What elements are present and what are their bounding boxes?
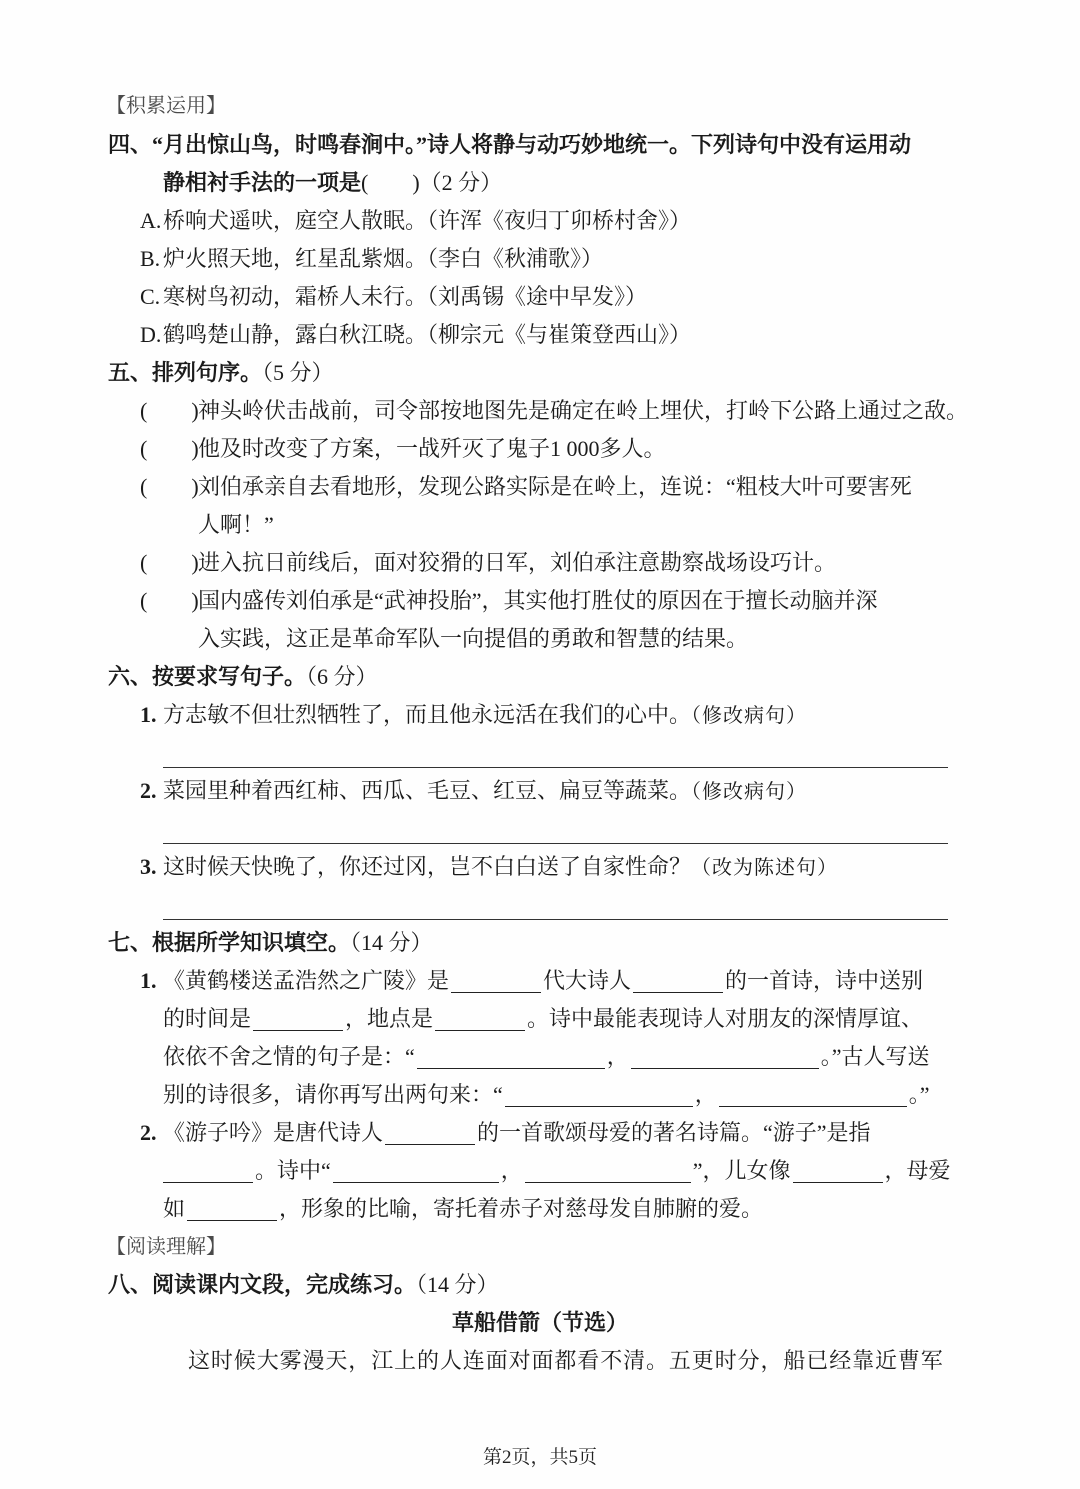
fill-blank xyxy=(253,1011,343,1031)
order-bracket: ( ) xyxy=(140,550,199,575)
option-source: （柳宗元《与崔策登西山》） xyxy=(427,322,692,347)
item-number: 1. xyxy=(140,968,157,993)
q6-answer-line-3 xyxy=(0,886,1080,924)
q4-option-c xyxy=(0,278,1080,316)
item-sentence: 菜园里种着西红柿、西瓜、毛豆、红豆、扁豆等蔬菜。 xyxy=(163,778,692,803)
q5-item-3-continued: 人啊！” xyxy=(198,512,274,537)
fill-blank xyxy=(793,1163,883,1183)
fill-text: 《黄鹤楼送孟浩然之广陵》是 xyxy=(163,968,450,993)
fill-text: 的时间是 xyxy=(163,1006,252,1031)
q4-answer-bracket: ( ) xyxy=(361,170,420,195)
item-number: 2. xyxy=(140,778,157,803)
q8-title: 八、阅读课内文段，完成练习。 xyxy=(108,1272,417,1297)
section-label-accumulate: 【积累运用】 xyxy=(106,95,226,117)
fill-blank xyxy=(333,1163,499,1183)
fill-text: ，形象的比喻，寄托着赤子对慈母发自肺腑的爱。 xyxy=(279,1196,764,1221)
fill-blank xyxy=(633,973,723,993)
q4-stem-line1: 四、“月出惊山鸟，时鸣春涧中。”诗人将静与动巧妙地统一。下列诗句中没有运用动 xyxy=(108,132,912,157)
item-task: （修改病句） xyxy=(691,705,808,727)
order-sentence: 他及时改变了方案，一战歼灭了鬼子1 000多人。 xyxy=(198,436,666,461)
q7-item2-line2 xyxy=(0,1152,1080,1190)
passage-line: 这时候大雾漫天，江上的人连面对面都看不清。五更时分，船已经靠近曹军 xyxy=(188,1348,944,1373)
q6-item-2 xyxy=(0,772,1080,810)
fill-text: 依依不舍之情的句子是：“ xyxy=(163,1044,415,1069)
order-bracket: ( ) xyxy=(140,398,199,423)
q4-option-a xyxy=(0,202,1080,240)
fill-blank xyxy=(435,1011,525,1031)
answer-rule xyxy=(163,843,948,844)
option-key: A. xyxy=(140,208,162,233)
fill-blank xyxy=(525,1163,691,1183)
option-verse: 寒树鸟初动，霜桥人未行。 xyxy=(163,284,428,309)
fill-text: ， xyxy=(500,1158,523,1183)
q4-score: （2 分） xyxy=(419,170,503,195)
page-number: 第2页，共5页 xyxy=(482,1447,597,1468)
q4-stem-line2 xyxy=(0,164,1080,202)
q6-item-3 xyxy=(0,848,1080,886)
q5-item-1 xyxy=(0,392,1080,430)
q6-answer-line-1 xyxy=(0,734,1080,772)
fill-blank xyxy=(163,1163,253,1183)
option-key: D. xyxy=(140,322,162,347)
fill-text: 如 xyxy=(163,1196,186,1221)
q7-item1-line4 xyxy=(0,1076,1080,1114)
q4-option-b xyxy=(0,240,1080,278)
option-verse: 桥响犬遥吠，庭空人散眠。 xyxy=(163,208,428,233)
order-sentence: 神头岭伏击战前，司令部按地图先是确定在岭上埋伏，打岭下公路上通过之敌。 xyxy=(198,398,969,423)
order-bracket: ( ) xyxy=(140,436,199,461)
fill-blank xyxy=(719,1087,907,1107)
fill-text: 《游子吟》是唐代诗人 xyxy=(163,1120,384,1145)
q6-answer-line-2 xyxy=(0,810,1080,848)
order-sentence: 国内盛传刘伯承是“武神投胎”，其实他打胜仗的原因在于擅长动脑并深 xyxy=(198,588,878,613)
answer-rule xyxy=(163,767,948,768)
fill-blank xyxy=(417,1049,605,1069)
q7-score: （14 分） xyxy=(350,930,433,955)
order-bracket: ( ) xyxy=(140,588,199,613)
item-sentence: 这时候天快晚了，你还过冈，岂不白白送了自家性命？ xyxy=(163,854,692,879)
q7-item1-line2 xyxy=(0,1000,1080,1038)
fill-text: ”，儿女像 xyxy=(692,1158,791,1183)
fill-blank xyxy=(385,1125,475,1145)
q8-score: （14 分） xyxy=(416,1272,499,1297)
q5-heading xyxy=(0,354,1080,392)
fill-blank xyxy=(505,1087,693,1107)
exam-content xyxy=(0,86,1080,1380)
item-number: 1. xyxy=(140,702,157,727)
q6-score: （6 分） xyxy=(306,664,378,689)
fill-text: 代大诗人 xyxy=(543,968,632,993)
option-verse: 炉火照天地，红星乱紫烟。 xyxy=(163,246,428,271)
fill-text: ，母爱 xyxy=(884,1158,951,1183)
fill-blank xyxy=(631,1049,819,1069)
order-sentence: 刘伯承亲自去看地形，发现公路实际是在岭上，连说：“粗枝大叶可要害死 xyxy=(198,474,912,499)
option-source: （刘禹锡《途中早发》） xyxy=(427,284,648,309)
q7-heading xyxy=(0,924,1080,962)
q6-heading xyxy=(0,658,1080,696)
q5-item-3 xyxy=(0,468,1080,506)
option-key: C. xyxy=(140,284,161,309)
fill-text: 。”古人写送 xyxy=(820,1044,930,1069)
q7-item2-line3 xyxy=(0,1190,1080,1228)
item-number: 2. xyxy=(140,1120,157,1145)
item-task: （改为陈述句） xyxy=(691,857,839,879)
order-sentence: 进入抗日前线后，面对狡猾的日军，刘伯承注意勘察战场设巧计。 xyxy=(198,550,837,575)
option-source: （许浑《夜归丁卯桥村舍》） xyxy=(427,208,692,233)
answer-rule xyxy=(163,919,948,920)
q8-heading xyxy=(0,1266,1080,1304)
item-sentence: 方志敏不但壮烈牺牲了，而且他永远活在我们的心中。 xyxy=(163,702,692,727)
q5-title: 五、排列句序。 xyxy=(108,360,263,385)
fill-text: 。诗中“ xyxy=(255,1158,331,1183)
option-source: （李白《秋浦歌》） xyxy=(427,246,604,271)
passage-title: 草船借箭（节选） xyxy=(451,1310,628,1335)
fill-blank xyxy=(187,1201,277,1221)
item-task: （修改病句） xyxy=(691,781,808,803)
fill-text: 。” xyxy=(908,1082,930,1107)
fill-text: ，地点是 xyxy=(345,1006,434,1031)
q5-item-2 xyxy=(0,430,1080,468)
q5-item-4 xyxy=(0,544,1080,582)
q6-item-1 xyxy=(0,696,1080,734)
fill-text: 的一首诗，诗中送别 xyxy=(725,968,924,993)
option-verse: 鹤鸣楚山静，露白秋江晓。 xyxy=(163,322,428,347)
fill-text: ， xyxy=(694,1082,717,1107)
option-key: B. xyxy=(140,246,161,271)
q7-item1-line3 xyxy=(0,1038,1080,1076)
fill-text: 的一首歌颂母爱的著名诗篇。“游子”是指 xyxy=(477,1120,871,1145)
q5-item-5 xyxy=(0,582,1080,620)
order-bracket: ( ) xyxy=(140,474,199,499)
q7-item1-line1 xyxy=(0,962,1080,1000)
q4-stem-text: 静相衬手法的一项是 xyxy=(163,170,362,195)
item-number: 3. xyxy=(140,854,157,879)
fill-blank xyxy=(451,973,541,993)
fill-text: 。诗中最能表现诗人对朋友的深情厚谊、 xyxy=(527,1006,924,1031)
q7-title: 七、根据所学知识填空。 xyxy=(108,930,351,955)
q6-title: 六、按要求写句子。 xyxy=(108,664,307,689)
q5-score: （5 分） xyxy=(262,360,334,385)
q5-item-5-continued: 入实践，这正是革命军队一向提倡的勇敢和智慧的结果。 xyxy=(198,626,749,651)
q7-item2-line1 xyxy=(0,1114,1080,1152)
q4-option-d xyxy=(0,316,1080,354)
section-label-reading: 【阅读理解】 xyxy=(106,1236,226,1258)
fill-text: ， xyxy=(606,1044,629,1069)
fill-text: 别的诗很多，请你再写出两句来：“ xyxy=(163,1082,503,1107)
